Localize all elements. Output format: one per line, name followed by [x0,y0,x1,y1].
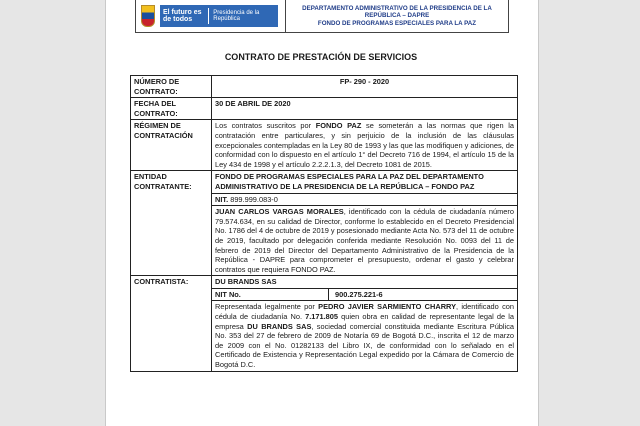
contractor-nit-label: NIT No. [212,289,329,301]
contractor-company: DU BRANDS SAS [247,321,312,331]
gov-divider [208,8,209,24]
header-title-line3: FONDO DE PROGRAMAS ESPECIALES PARA LA PAZ [317,19,477,27]
contractor-rep-name: PEDRO JAVIER SARMIENTO CHARRY [318,302,457,312]
header-title [286,0,508,32]
contract-table [130,75,518,372]
header-title-line2: REPÚBLICA – DAPRE [364,12,430,20]
contract-number-value: FP- 290 - 2020 [212,76,518,98]
gov-presidency: Presidencia de la República [213,9,260,22]
table-row [131,98,518,120]
document-header [135,0,509,33]
contractor-text-1: Representada legalmente por [215,302,319,312]
contractor-text-4: , sociedad comercial constituida mediante Escritura Pública No. 353 del 27 de febrero de 2009 de Notaría 69 de Bogotá D.C., inscrita el 12 de marzo de 2009 con el No. 01282133 del Libro IX, de conformidad con lo señalado en el Certificado de Existencia y Representación Legal expedido por la Cámara de Comercio de Bogotá D.C. [215,321,515,370]
table-row [131,76,518,98]
entity-nit-value: 899.999.083-0 [230,194,278,204]
contractor-text-3: quien obra en calidad de representante legal de la empresa [215,312,514,331]
table-row [131,276,518,289]
government-logo [136,0,286,32]
colombia-coat-of-arms-icon [141,5,155,27]
contractor-rep-id: 7.171.805 [305,312,339,322]
entity-nit-label: NIT. [215,194,229,204]
entity-nit [212,193,518,206]
regime-text-pre: Los contratos suscritos por [215,121,316,131]
gov-slogan: El futuro es de todos [163,8,202,23]
entity-rep-name: JUAN CARLOS VARGAS MORALES [215,207,344,217]
contractor-nit [212,288,518,301]
contractor-label: CONTRATISTA: [131,276,212,371]
entity-representative [212,206,518,276]
regime-label: RÉGIMEN DE CONTRATACIÓN [131,120,212,171]
regime-text [212,120,518,171]
header-title-line1: DEPARTAMENTO ADMINISTRATIVO DE LA PRESIDENCIA DE LA [302,4,492,12]
regime-text-post: se someterán a las normas que rigen la contratación entre particulares, y sin perjuicio de la inclusión de las cláusulas excepcionales contempladas en la Ley 80 de 1993 y las que las modifiquen y adiciones, de conformidad con lo dispuesto en el artículo 1° del Decreto 716 de 1994, el artículo 15 de la Ley 434 de 1998 y el artículo 2.2.2.1.3, del Decreto 1081 de 2015. [215,121,514,169]
contract-date-label: FECHA DEL CONTRATO: [131,98,212,120]
entity-name: FONDO DE PROGRAMAS ESPECIALES PARA LA PAZ DEL DEPARTAMENTO ADMINISTRATIVO DE LA PRESIDENCIA DE LA REPÚBLICA – FONDO PAZ [212,171,518,193]
contractor-representative [212,301,518,371]
gov-banner [160,5,278,27]
document-title: CONTRATO DE PRESTACIÓN DE SERVICIOS [224,52,418,62]
contractor-nit-value: 900.275.221-6 [335,289,383,299]
contract-date-value: 30 DE ABRIL DE 2020 [212,98,518,120]
contractor-name: DU BRANDS SAS [212,276,518,289]
contract-number-label: NÚMERO DE CONTRATO: [131,76,212,98]
regime-text-bold: FONDO PAZ [315,121,362,131]
entity-label: ENTIDAD CONTRATANTE: [131,171,212,276]
contractor-text-2: , identificado con cédula de ciudadanía No. [215,302,514,322]
table-row [131,171,518,193]
table-row [131,120,518,171]
entity-rep-text: , identificado con la cédula de ciudadanía número 79.574.634, en su calidad de Director, conforme lo establecido en el Decreto Presidencial No. 1786 del 4 de octubre de 2019 y posesionado mediante Acta No. 573 del 11 de octubre de 2019, facultado por delegación conferida mediante Resolución No. 0093 del 11 de febrero de 2019 del Director del Departamento Administrativo de la Presidencia de la República - DAPRE para comprometer el presupuesto, ordenar el gasto y celebrar contratos que requiera FONDO PAZ. [215,207,514,274]
